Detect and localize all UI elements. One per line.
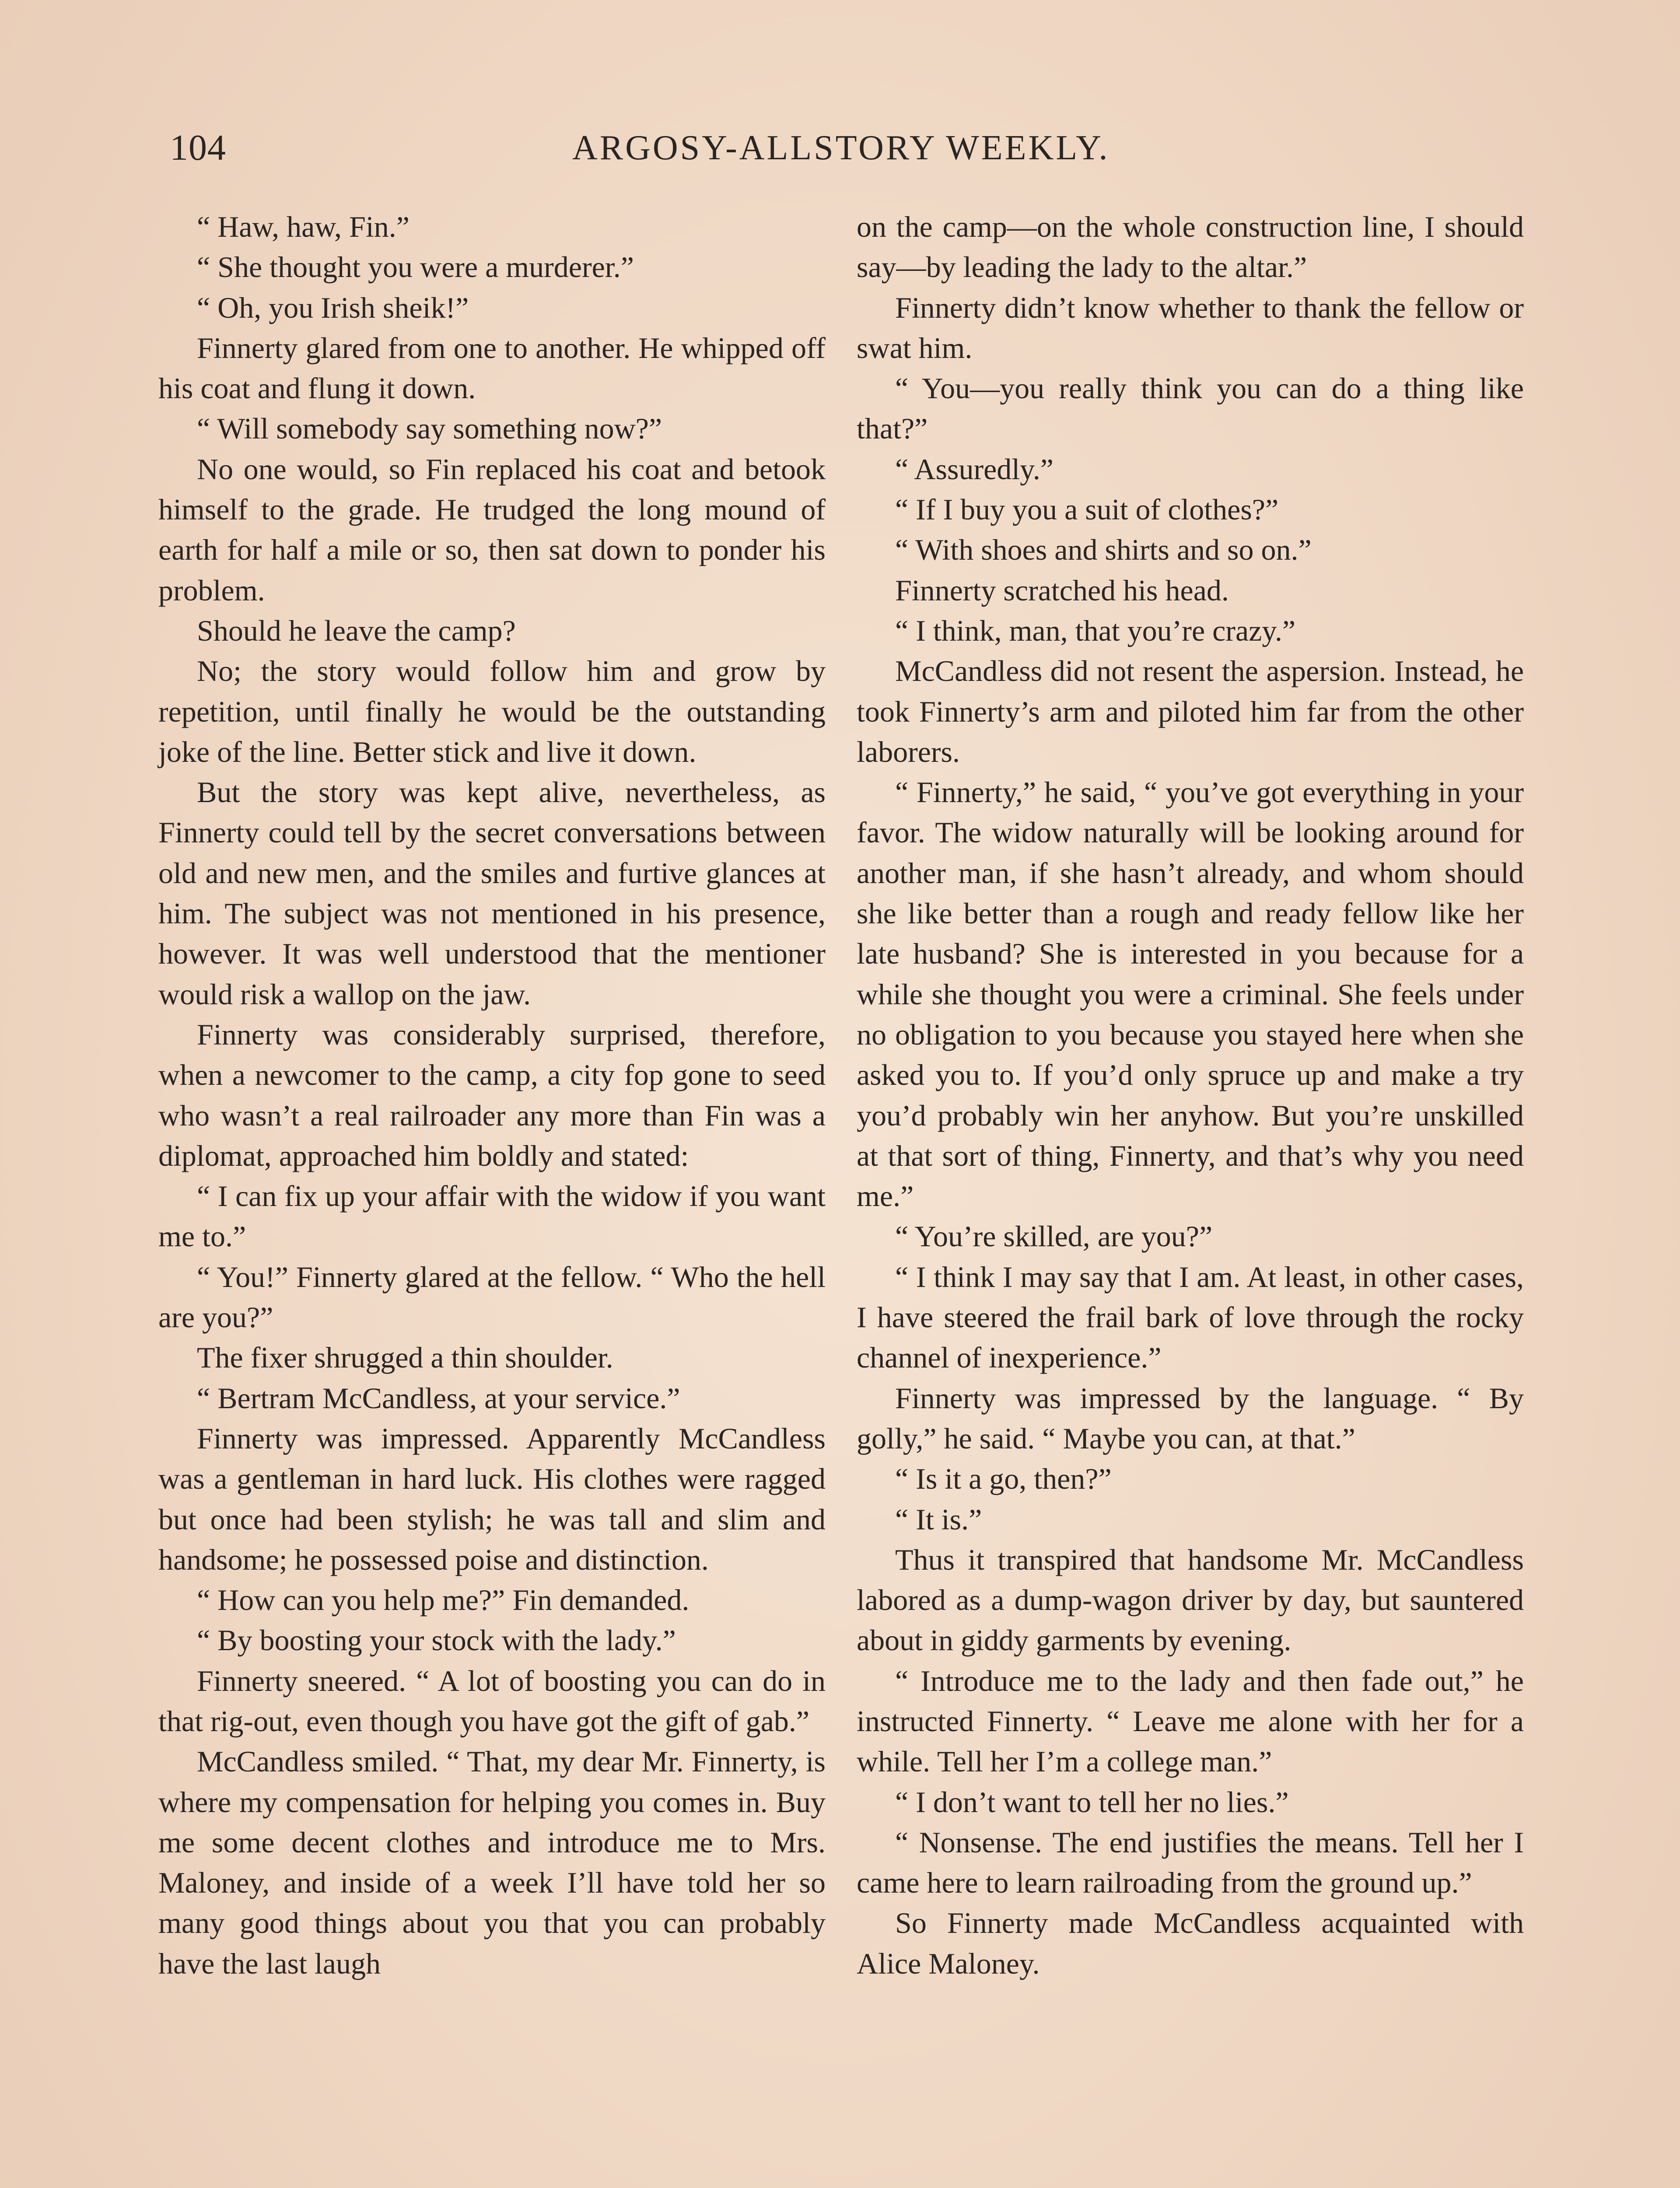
paragraph: Finnerty didn’t know whether to thank the fellow or swat him. (857, 291, 1524, 365)
paragraph: McCandless smiled. “ That, my dear Mr. Finnerty, is where my compensation for helping you comes in. Buy me some decent clothes and introduce me to Mrs. Maloney, and inside of a week I’ll have told her so many good things about you that you can probably have the last laugh (158, 1745, 826, 1980)
paragraph: “ If I buy you a suit of clothes?” (895, 493, 1279, 526)
paragraph: “ Introduce me to the lady and then fade out,” he instructed Finnerty. “ Leave me alone with her for a while. Tell her I’m a college man.” (857, 1664, 1524, 1778)
paragraph: “ You’re skilled, are you?” (895, 1220, 1213, 1253)
left-column (158, 207, 826, 1984)
paragraph: “ How can you help me?” Fin demanded. (197, 1583, 690, 1617)
paragraph: “ By boosting your stock with the lady.” (197, 1623, 676, 1657)
paragraph: “ It is.” (895, 1502, 982, 1536)
paragraph: Should he leave the camp? (197, 614, 516, 647)
paragraph: “ I think I may say that I am. At least, in other cases, I have steered the frail bark of love through the rocky channel of inexperience.” (857, 1260, 1524, 1375)
paragraph: “ Finnerty,” he said, “ you’ve got everything in your favor. The widow naturally will be looking around for another man, if she hasn’t already, and whom should she like better than a rough and ready fellow like her late husband? She is interested in you because for a while she thought you were a criminal. She feels under no obligation to you because you stayed here when she asked you to. If you’d only spruce up and make a try you’d probably win her anyhow. But you’re unskilled at that sort of thing, Finnerty, and that’s why you need me.” (857, 775, 1524, 1213)
paragraph: “ Is it a go, then?” (895, 1462, 1112, 1496)
paragraph: “ Will somebody say something now?” (197, 412, 662, 445)
paragraph: “ I can fix up your affair with the widow if you want me to.” (158, 1179, 826, 1253)
paragraph: No; the story would follow him and grow by repetition, until finally he would be the outstanding joke of the line. Better stick and live it down. (158, 654, 826, 768)
paragraph: “ She thought you were a murderer.” (197, 250, 634, 284)
paragraph: “ Bertram McCandless, at your service.” (197, 1381, 680, 1415)
paragraph: Finnerty scratched his head. (895, 573, 1229, 607)
paragraph: McCandless did not resent the aspersion. Instead, he took Finnerty’s arm and piloted him far from the other laborers. (857, 654, 1524, 768)
page-header (170, 122, 1552, 174)
paragraph: Thus it transpired that handsome Mr. McCandless labored as a dump-wagon driver by day, but sauntered about in giddy garments by evening. (857, 1543, 1524, 1657)
paragraph: “ Nonsense. The end justifies the means. Tell her I came here to learn railroading from the ground up.” (857, 1825, 1524, 1900)
paragraph: Finnerty was impressed. Apparently McCandless was a gentleman in hard luck. His clothes were ragged but once had been stylish; he was tall and slim and handsome; he possessed poise and distinction. (158, 1421, 826, 1576)
paragraph: Finnerty was impressed by the language. “ By golly,” he said. “ Maybe you can, at that.” (857, 1381, 1524, 1455)
page-number: 104 (170, 127, 226, 168)
paragraph: But the story was kept alive, nevertheless, as Finnerty could tell by the secret conversations between old and new men, and the smiles and furtive glances at him. The subject was not mentioned in his presence, however. It was well understood that the mentioner would risk a wallop on the jaw. (158, 775, 826, 1011)
right-column (857, 207, 1524, 1984)
paragraph: “ You—you really think you can do a thing like that?” (857, 372, 1524, 445)
paragraph: “ With shoes and shirts and so on.” (895, 533, 1312, 567)
paragraph: “ I don’t want to tell her no lies.” (895, 1785, 1289, 1819)
paragraph: Finnerty was considerably surprised, therefore, when a newcomer to the camp, a city fop gone to seed who wasn’t a real railroader any more than Fin was a diplomat, approached him boldly and stated: (158, 1017, 826, 1172)
paragraph: “ You!” Finnerty glared at the fellow. “ Who the hell are you?” (158, 1260, 826, 1334)
paragraph: Finnerty sneered. “ A lot of boosting you can do in that rig-out, even though you have got the gift of gab.” (158, 1664, 826, 1738)
paragraph-continued: on the camp—on the whole construction line, I should say—by leading the lady to the altar.” (857, 210, 1524, 284)
paragraph: “ Assuredly.” (895, 452, 1054, 486)
paragraph: No one would, so Fin replaced his coat and betook himself to the grade. He trudged the long mound of earth for half a mile or so, then sat down to ponder his problem. (158, 452, 826, 607)
paragraph: The fixer shrugged a thin shoulder. (197, 1341, 613, 1375)
paragraph: “ Haw, haw, Fin.” (197, 210, 410, 243)
paragraph: So Finnerty made McCandless acquainted with Alice Maloney. (857, 1906, 1524, 1980)
paragraph: “ I think, man, that you’re crazy.” (895, 614, 1296, 647)
running-title: ARGOSY-ALLSTORY WEEKLY. (572, 129, 1110, 167)
paragraph: Finnerty glared from one to another. He whipped off his coat and flung it down. (158, 331, 826, 405)
paragraph: “ Oh, you Irish sheik!” (197, 291, 469, 324)
